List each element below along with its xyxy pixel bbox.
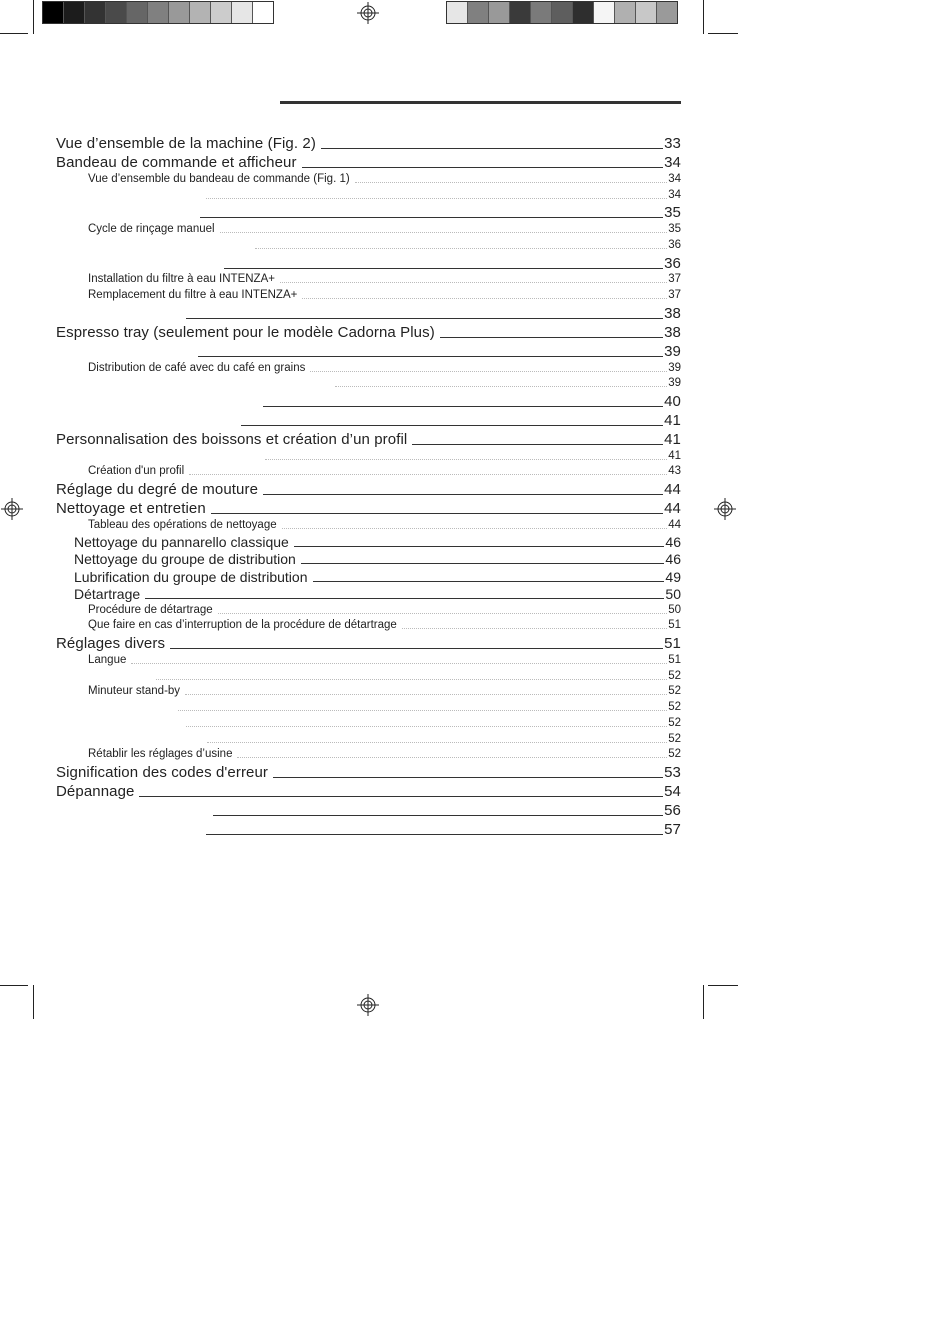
- toc-page-number: 43: [668, 465, 681, 477]
- toc-entry[interactable]: [56, 500, 681, 517]
- toc-entry-label: Minuteur stand-by: [88, 685, 181, 697]
- toc-page-number: 52: [668, 685, 681, 697]
- toc-entry[interactable]: [88, 465, 681, 477]
- crop-mark: [703, 0, 704, 34]
- toc-entry-label: Signification des codes d'erreur: [56, 764, 269, 781]
- toc-leader-line: [255, 248, 667, 249]
- toc-page-number: 46: [665, 534, 681, 550]
- toc-page-number: 40: [664, 393, 681, 410]
- toc-leader-line: [218, 613, 668, 614]
- toc-leader-line: [220, 232, 668, 233]
- color-swatch: [510, 2, 531, 23]
- toc-entry[interactable]: [265, 450, 681, 462]
- toc-page-number: 39: [668, 377, 681, 389]
- toc-page-number: 54: [664, 783, 681, 800]
- crop-mark: [0, 985, 28, 986]
- toc-page-number: 37: [668, 273, 681, 285]
- color-swatch: [531, 2, 552, 23]
- toc-entry[interactable]: [186, 717, 681, 729]
- toc-entry[interactable]: [88, 748, 681, 760]
- toc-entry[interactable]: [56, 764, 681, 781]
- toc-page-number: 34: [664, 154, 681, 171]
- toc-page-number: 52: [668, 670, 681, 682]
- crop-mark: [33, 985, 34, 1019]
- toc-leader-line: [265, 459, 667, 460]
- toc-entry-label: Installation du filtre à eau INTENZA+: [88, 273, 275, 285]
- toc-entry[interactable]: [88, 223, 681, 235]
- toc-leader-line: [211, 513, 663, 514]
- toc-leader-line: [145, 598, 664, 599]
- color-swatch: [85, 2, 106, 23]
- toc-entry-label: Vue d’ensemble de la machine (Fig. 2): [56, 135, 316, 152]
- color-swatch: [232, 2, 253, 23]
- toc-leader-line: [263, 494, 663, 495]
- color-swatch: [552, 2, 573, 23]
- toc-entry[interactable]: [74, 586, 681, 602]
- toc-entry-label: Nettoyage du pannarello classique: [74, 534, 289, 550]
- toc-page-number: 57: [664, 821, 681, 838]
- toc-entry-label: Personnalisation des boissons et création d’un profil: [56, 431, 408, 448]
- toc-entry-label: Nettoyage et entretien: [56, 500, 206, 517]
- toc-page-number: 51: [668, 619, 681, 631]
- toc-entry[interactable]: [88, 273, 681, 285]
- toc-page-number: 50: [668, 604, 681, 616]
- toc-page-number: 37: [668, 289, 681, 301]
- toc-leader-line: [280, 282, 667, 283]
- toc-entry-label: Réglages divers: [56, 635, 166, 652]
- color-swatch: [190, 2, 211, 23]
- toc-entry[interactable]: [241, 412, 681, 429]
- toc-entry-label: Détartrage: [74, 586, 141, 602]
- toc-entry-label: Bandeau de commande et afficheur: [56, 154, 297, 171]
- toc-entry[interactable]: [88, 173, 681, 185]
- toc-entry[interactable]: [156, 670, 681, 682]
- color-swatch: [657, 2, 677, 23]
- color-swatch: [148, 2, 169, 23]
- toc-leader-line: [186, 726, 667, 727]
- toc-page-number: 56: [664, 802, 681, 819]
- toc-entry[interactable]: [56, 154, 681, 171]
- color-swatch: [573, 2, 594, 23]
- toc-entry[interactable]: [178, 701, 681, 713]
- toc-leader-line: [402, 628, 667, 629]
- heading-rule: [280, 101, 681, 104]
- toc-entry[interactable]: [88, 289, 681, 301]
- toc-leader-line: [198, 356, 663, 357]
- color-swatch: [211, 2, 232, 23]
- toc-entry[interactable]: [198, 343, 681, 360]
- color-swatch: [615, 2, 636, 23]
- toc-entry[interactable]: [88, 685, 681, 697]
- toc-page-number: 41: [664, 431, 681, 448]
- toc-entry[interactable]: [88, 604, 681, 616]
- color-swatch: [43, 2, 64, 23]
- toc-leader-line: [206, 834, 663, 835]
- toc-entry-label: Nettoyage du groupe de distribution: [74, 551, 296, 567]
- toc-entry-label: Remplacement du filtre à eau INTENZA+: [88, 289, 298, 301]
- toc-entry[interactable]: [186, 305, 681, 322]
- registration-mark-icon: [357, 2, 379, 24]
- toc-entry[interactable]: [255, 239, 681, 251]
- toc-entry[interactable]: [206, 189, 681, 201]
- toc-page-number: 44: [664, 481, 681, 498]
- toc-page-number: 34: [668, 173, 681, 185]
- toc-page-number: 41: [664, 412, 681, 429]
- toc-leader-line: [241, 425, 663, 426]
- toc-entry[interactable]: [56, 324, 681, 341]
- crop-mark: [708, 985, 738, 986]
- toc-entry-label: Création d'un profil: [88, 465, 185, 477]
- toc-leader-line: [321, 148, 663, 149]
- toc-entry[interactable]: [88, 519, 681, 531]
- color-swatch: [636, 2, 657, 23]
- toc-leader-line: [282, 528, 668, 529]
- color-swatch: [169, 2, 190, 23]
- toc-leader-line: [213, 815, 663, 816]
- toc-page-number: 35: [668, 223, 681, 235]
- toc-entry-label: Tableau des opérations de nettoyage: [88, 519, 277, 531]
- toc-entry[interactable]: [56, 481, 681, 498]
- toc-entry-label: Cycle de rinçage manuel: [88, 223, 215, 235]
- toc-page-number: 38: [664, 324, 681, 341]
- toc-page-number: 52: [668, 717, 681, 729]
- toc-leader-line: [156, 679, 667, 680]
- toc-entry-label: Que faire en cas d’interruption de la procédure de détartrage: [88, 619, 397, 631]
- toc-leader-line: [185, 694, 667, 695]
- toc-entry-label: Distribution de café avec du café en grains: [88, 362, 306, 374]
- toc-page-number: 44: [668, 519, 681, 531]
- toc-page-number: 33: [664, 135, 681, 152]
- color-swatch: [594, 2, 615, 23]
- toc-entry-label: Rétablir les réglages d’usine: [88, 748, 233, 760]
- toc-leader-line: [263, 406, 663, 407]
- toc-entry-label: Procédure de détartrage: [88, 604, 213, 616]
- color-swatch: [489, 2, 510, 23]
- toc-entry[interactable]: [207, 733, 681, 745]
- toc-leader-line: [178, 710, 667, 711]
- color-swatch: [64, 2, 85, 23]
- toc-page-number: 51: [664, 635, 681, 652]
- toc-leader-line: [170, 648, 663, 649]
- color-swatch: [253, 2, 273, 23]
- toc-page-number: 53: [664, 764, 681, 781]
- toc-entry[interactable]: [224, 255, 681, 272]
- toc-entry[interactable]: [263, 393, 681, 410]
- toc-leader-line: [207, 742, 667, 743]
- toc-entry-label: Réglage du degré de mouture: [56, 481, 259, 498]
- toc-leader-line: [189, 474, 667, 475]
- toc-entry[interactable]: [88, 619, 681, 631]
- toc-page-number: 52: [668, 701, 681, 713]
- toc-entry-label: Espresso tray (seulement pour le modèle Cadorna Plus): [56, 324, 435, 341]
- toc-leader-line: [131, 663, 667, 664]
- toc-entry[interactable]: [200, 204, 681, 221]
- crop-mark: [708, 33, 738, 34]
- registration-mark-icon: [1, 498, 23, 520]
- toc-page-number: 39: [664, 343, 681, 360]
- color-calibration-bar-right: [446, 1, 678, 24]
- toc-entry[interactable]: [335, 377, 681, 389]
- toc-page-number: 39: [668, 362, 681, 374]
- registration-mark-icon: [714, 498, 736, 520]
- toc-entry[interactable]: [206, 821, 681, 838]
- toc-entry[interactable]: [88, 362, 681, 374]
- toc-page-number: 50: [665, 586, 681, 602]
- toc-leader-line: [273, 777, 663, 778]
- toc-page-number: 41: [668, 450, 681, 462]
- toc-entry[interactable]: [74, 534, 681, 550]
- toc-page-number: 52: [668, 748, 681, 760]
- toc-leader-line: [440, 337, 663, 338]
- toc-entry-label: Lubrification du groupe de distribution: [74, 569, 308, 585]
- toc-entry[interactable]: [56, 635, 681, 652]
- toc-leader-line: [200, 217, 663, 218]
- toc-entry[interactable]: [56, 431, 681, 448]
- color-calibration-bar-left: [42, 1, 274, 24]
- toc-leader-line: [412, 444, 663, 445]
- color-swatch: [468, 2, 489, 23]
- toc-page-number: 49: [665, 569, 681, 585]
- toc-entry[interactable]: [56, 135, 681, 152]
- toc-leader-line: [310, 371, 667, 372]
- toc-page-number: 52: [668, 733, 681, 745]
- toc-leader-line: [302, 167, 664, 168]
- toc-page-number: 34: [668, 189, 681, 201]
- toc-entry[interactable]: [56, 783, 681, 800]
- toc-page-number: 36: [668, 239, 681, 251]
- toc-leader-line: [355, 182, 668, 183]
- toc-page-number: 36: [664, 255, 681, 272]
- crop-mark: [33, 0, 34, 34]
- toc-entry-label: Vue d’ensemble du bandeau de commande (Fig. 1): [88, 173, 350, 185]
- toc-leader-line: [224, 268, 663, 269]
- toc-leader-line: [301, 563, 665, 564]
- toc-entry[interactable]: [74, 569, 681, 585]
- color-swatch: [106, 2, 127, 23]
- toc-entry[interactable]: [88, 654, 681, 666]
- color-swatch: [127, 2, 148, 23]
- toc-entry[interactable]: [74, 551, 681, 567]
- toc-page-number: 38: [664, 305, 681, 322]
- toc-entry-label: Langue: [88, 654, 127, 666]
- toc-leader-line: [206, 198, 667, 199]
- toc-leader-line: [302, 298, 667, 299]
- toc-page-number: 35: [664, 204, 681, 221]
- toc-leader-line: [237, 757, 667, 758]
- toc-leader-line: [186, 318, 663, 319]
- color-swatch: [447, 2, 468, 23]
- toc-entry-label: Dépannage: [56, 783, 135, 800]
- crop-mark: [703, 985, 704, 1019]
- toc-leader-line: [294, 546, 665, 547]
- toc-entry[interactable]: [213, 802, 681, 819]
- crop-mark: [0, 33, 28, 34]
- registration-mark-icon: [357, 994, 379, 1016]
- toc-page-number: 44: [664, 500, 681, 517]
- toc-leader-line: [139, 796, 663, 797]
- toc-leader-line: [335, 386, 667, 387]
- toc-page-number: 51: [668, 654, 681, 666]
- toc-page-number: 46: [665, 551, 681, 567]
- toc-leader-line: [313, 581, 665, 582]
